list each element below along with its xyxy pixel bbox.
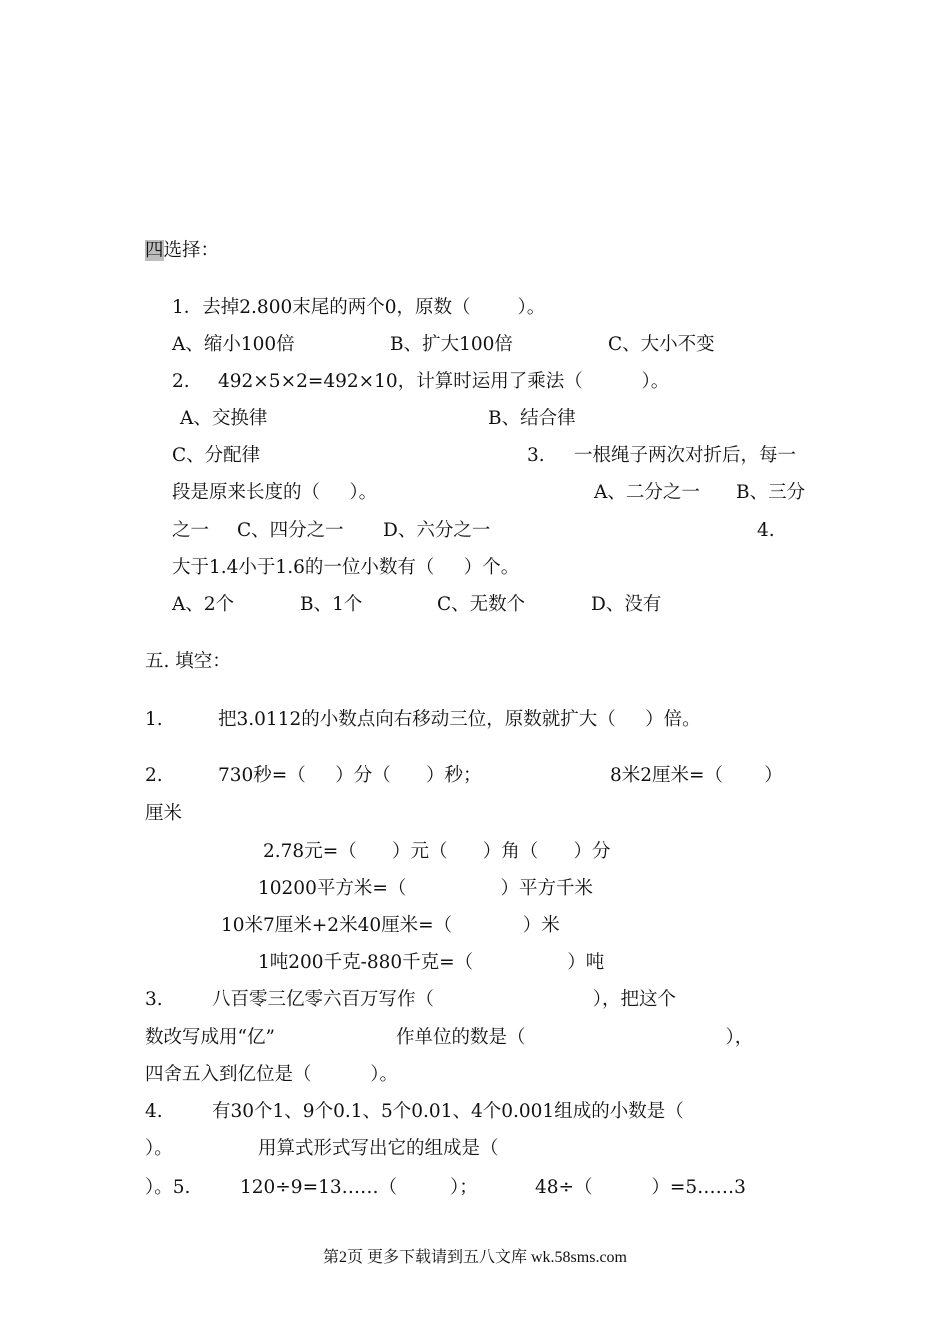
f3-number: 3. <box>145 989 163 1010</box>
q2-option-c: C、分配律 <box>172 445 261 466</box>
q2-number: 2. <box>172 371 190 392</box>
f1-text: 把3.0112的小数点向右移动三位，原数就扩大（ ）倍。 <box>218 709 701 730</box>
f3-text-3: 四舍五入到亿位是（ ）。 <box>145 1064 399 1085</box>
f4-text: 有30个1、9个0.1、5个0.01、4个0.001组成的小数是（ <box>212 1101 684 1122</box>
q3-text-2: 段是原来长度的（ ）。 <box>172 482 378 503</box>
f2-text-a: 730秒=（ ）分（ ）秒； <box>218 765 482 786</box>
f2-line-2: 10200平方米=（ ）平方千米 <box>258 878 593 899</box>
section-4-title-text: 选择： <box>163 240 220 261</box>
q1-text: 1．去掉2.800末尾的两个0，原数（ ）。 <box>172 297 546 318</box>
q4-option-d: D、没有 <box>591 594 662 615</box>
f5-line-c: 48÷（ ）=5……3 <box>535 1177 746 1198</box>
q3-option-d: D、六分之一 <box>383 520 491 541</box>
f4-text-2b: 用算式形式写出它的组成是（ <box>258 1138 499 1159</box>
q2-text: 492×5×2=492×10，计算时运用了乘法（ ）。 <box>218 371 670 392</box>
q3-number: 3. <box>527 445 545 466</box>
section-5-title: 五. 填空： <box>145 651 231 672</box>
q4-option-a: A、2个 <box>172 594 235 615</box>
q1-option-a: A、缩小100倍 <box>172 334 295 355</box>
f2-unit: 厘米 <box>145 803 183 824</box>
f3-text-2b: 作单位的数是（ ）， <box>396 1027 754 1048</box>
f4-text-2a: ）。 <box>145 1138 173 1159</box>
page-footer: 第2页 更多下载请到五八文库 wk.58sms.com <box>322 1249 627 1266</box>
f5-line-b: 120÷9=13……（ ）； <box>240 1177 478 1198</box>
q1-option-b: B、扩大100倍 <box>390 334 513 355</box>
q2-option-b: B、结合律 <box>488 408 576 429</box>
f3-text-1: 八百零三亿零六百万写作（ ），把这个 <box>212 989 677 1010</box>
f2-line-3: 10米7厘米+2米40厘米=（ ）米 <box>221 915 560 936</box>
q3-option-b: B、三分 <box>736 482 806 503</box>
q4-option-c: C、无数个 <box>437 594 526 615</box>
f2-line-1: 2.78元=（ ）元（ ）角（ ）分 <box>263 841 611 862</box>
q2-option-a: A、交换律 <box>180 408 268 429</box>
q4-option-b: B、1个 <box>300 594 363 615</box>
f2-number: 2. <box>145 765 163 786</box>
q1-option-c: C、大小不变 <box>608 334 715 355</box>
q3-option-c: C、四分之一 <box>237 520 344 541</box>
q4-text: 大于1.4小于1.6的一位小数有（ ）个。 <box>172 557 520 578</box>
section-4-title <box>145 240 219 262</box>
f4-number: 4. <box>145 1101 163 1122</box>
q4-number: 4. <box>757 520 775 541</box>
f3-text-2a: 数改写成用“亿” <box>145 1027 275 1048</box>
f5-line-a: ）。5. <box>145 1177 191 1198</box>
f1-number: 1. <box>145 709 163 730</box>
q3-text-1: 一根绳子两次对折后，每一 <box>574 445 797 466</box>
f2-text-b: 8米2厘米=（ ） <box>610 765 783 786</box>
q3-option-b-continued: 之一 <box>172 520 210 541</box>
q3-option-a: A、二分之一 <box>594 482 700 503</box>
section-4-title-highlight: 四 <box>145 240 164 261</box>
f2-line-4: 1吨200千克-880千克=（ ）吨 <box>258 952 605 973</box>
